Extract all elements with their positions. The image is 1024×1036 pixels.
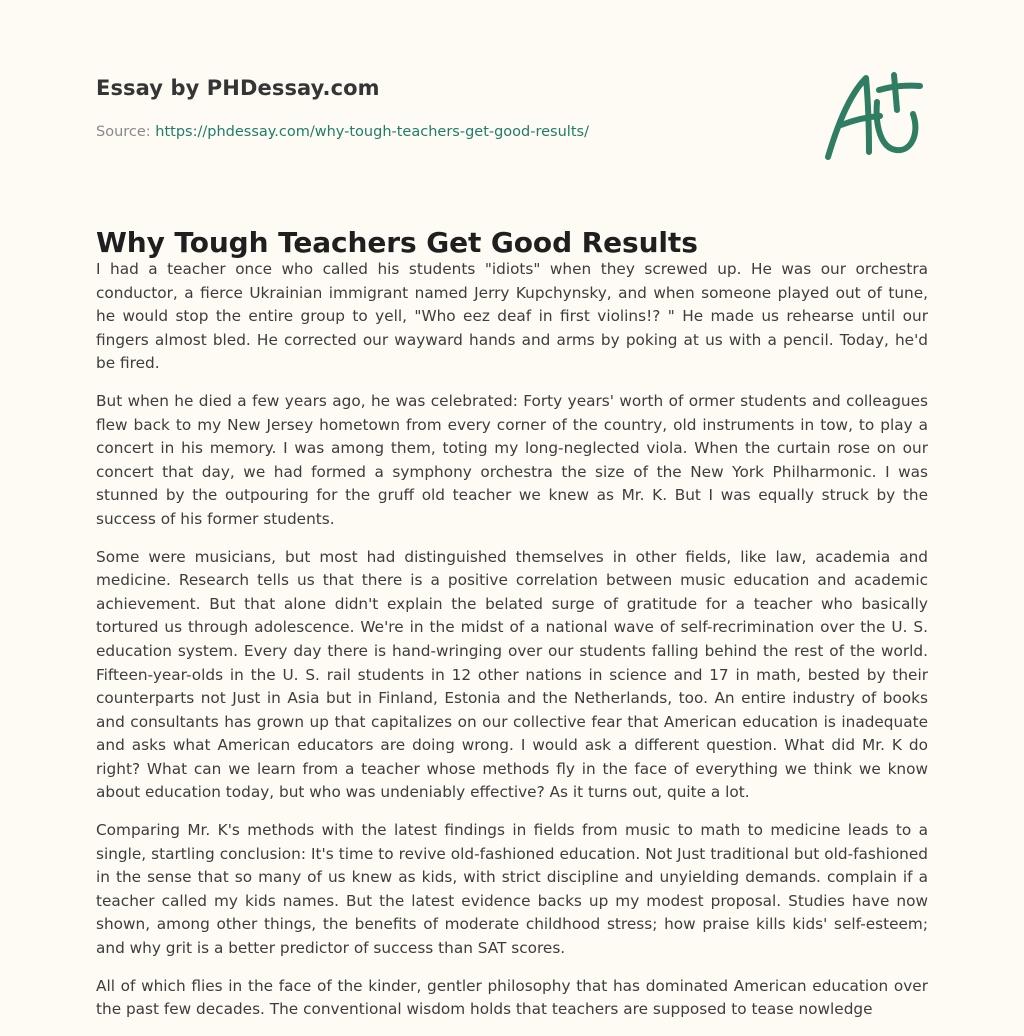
paragraph: Some were musicians, but most had distinguished themselves in other fields, like law, academia and medicine. Research tells us that there is a positive correlation between music education and academic achievement. But that alone didn't explain the belated surge of gratitude for a teacher who basically tortured us through adolescence. We're in the midst of a national wave of self-recrimination over the U. S. education system. Every day there is hand-wringing over our students falling behind the rest of the world. Fifteen-year-olds in the U. S. rail students in 12 other nations in science and 17 in math, bested by their counterparts not Just in Asia but in Finland, Estonia and the Netherlands, too. An entire industry of books and consultants has grown up that capitalizes on our collective fear that American education is inadequate and asks what American educators are doing wrong. I would ask a different question. What did Mr. K do right? What can we learn from a teacher whose methods fly in the face of everything we think we know about education today, but who was undeniably effective? As it turns out, quite a lot. <box>96 547 928 802</box>
source-label: Source: <box>96 124 156 140</box>
paragraph: But when he died a few years ago, he was celebrated: Forty years' worth of ormer students and colleagues flew back to my New Jersey hometown from every corner of the country, old instruments in tow, to play a concert in his memory. I was among them, toting my long-neglected viola. When the curtain rose on our concert that day, we had formed a symphony orchestra the size of the New York Philharmonic. I was stunned by the outpouring for the gruff old teacher we knew as Mr. K. But I was equally struck by the success of his former students. <box>96 391 928 528</box>
essay-title: Why Tough Teachers Get Good Results <box>96 226 698 259</box>
site-brand: Essay by PHDessay.com <box>96 76 380 100</box>
paragraph: All of which flies in the face of the kinder, gentler philosophy that has dominated American education over the past few decades. The conventional wisdom holds that teachers are supposed to tease nowledge <box>96 976 928 1019</box>
essay-body <box>96 258 928 1036</box>
paragraph: I had a teacher once who called his students "idiots" when they screwed up. He was our orchestra conductor, a fierce Ukrainian immigrant named Jerry Kupchynsky, and when someone played out of tune, he would stop the entire group to yell, "Who eez deaf in first violins!? " He made us rehearse until our fingers almost bled. He corrected our wayward hands and arms by poking at us with a pencil. Today, he'd be fired. <box>96 260 928 373</box>
a-plus-grade-icon <box>824 64 928 164</box>
essay-header <box>96 0 928 180</box>
source-line <box>96 124 589 140</box>
source-link[interactable]: https://phdessay.com/why-tough-teachers-get-good-results/ <box>155 124 589 140</box>
paragraph: Comparing Mr. K's methods with the latest findings in fields from music to math to medicine leads to a single, startling conclusion: It's time to revive old-fashioned education. Not Just traditional but old-fashioned in the sense that so many of us knew as kids, with strict discipline and unyielding demands. complain if a teacher called my kids names. But the latest evidence backs up my modest proposal. Studies have now shown, among other things, the benefits of moderate childhood stress; how praise kills kids' self-esteem; and why grit is a better predictor of success than SAT scores. <box>96 821 928 958</box>
